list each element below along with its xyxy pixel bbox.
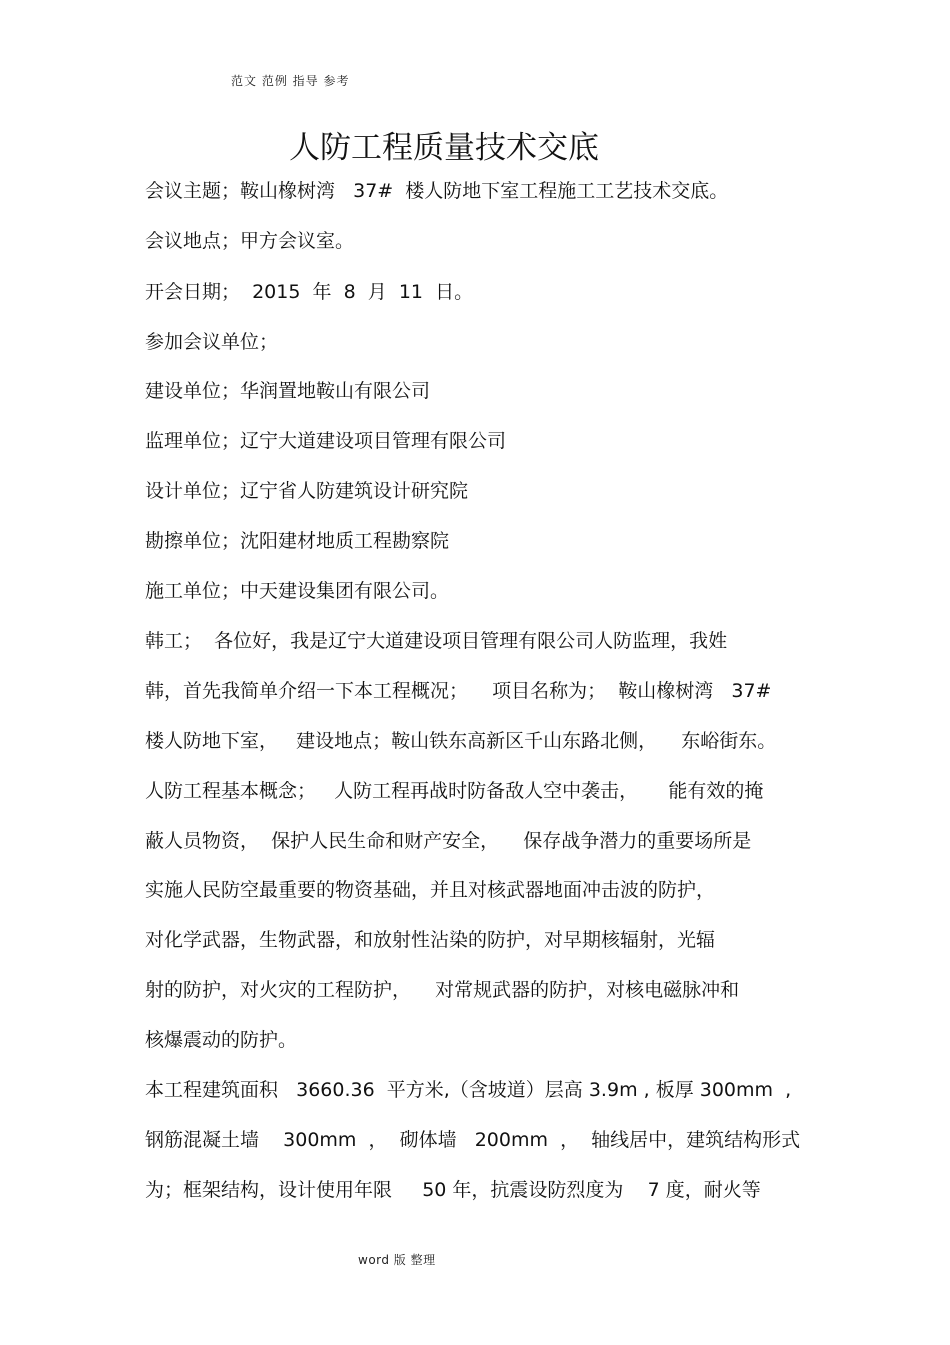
body-line: 人防工程基本概念； 人防工程再战时防备敌人空中袭击， 能有效的掩 [145, 780, 764, 802]
footer-note: word 版 整理 [358, 1253, 436, 1267]
body-line: 为；框架结构，设计使用年限 50 年，抗震设防烈度为 7 度，耐火等 [145, 1179, 761, 1201]
body-line: 施工单位；中天建设集团有限公司。 [145, 580, 450, 602]
body-line: 楼人防地下室， 建设地点；鞍山铁东高新区千山东路北侧， 东峪街东。 [145, 730, 777, 752]
body-line: 韩，首先我简单介绍一下本工程概况； 项目名称为； 鞍山橡树湾 37# [145, 680, 772, 702]
body-line: 韩工； 各位好，我是辽宁大道建设项目管理有限公司人防监理，我姓 [145, 630, 728, 652]
body-line: 核爆震动的防护。 [145, 1029, 298, 1051]
body-line: 射的防护，对火灾的工程防护， 对常规武器的防护，对核电磁脉冲和 [145, 979, 740, 1001]
body-line: 本工程建筑面积 3660.36 平方米,（含坡道）层高 3.9m , 板厚 300mm , [145, 1079, 792, 1101]
body-line: 勘擦单位；沈阳建材地质工程勘察院 [145, 530, 450, 552]
body-line: 开会日期； 2015 年 8 月 11 日。 [145, 281, 474, 303]
header-note: 范文 范例 指导 参考 [231, 74, 350, 88]
body-line: 监理单位；辽宁大道建设项目管理有限公司 [145, 430, 507, 452]
body-line: 会议地点；甲方会议室。 [145, 230, 355, 252]
body-line: 蔽人员物资， 保护人民生命和财产安全， 保存战争潜力的重要场所是 [145, 830, 752, 852]
body-line: 会议主题；鞍山橡树湾 37# 楼人防地下室工程施工工艺技术交底。 [145, 180, 729, 202]
body-line: 钢筋混凝土墙 300mm ， 砌体墙 200mm ， 轴线居中，建筑结构形式 [145, 1129, 801, 1151]
body-line: 实施人民防空最重要的物资基础，并且对核武器地面冲击波的防护， [145, 879, 716, 901]
body-line: 参加会议单位； [145, 331, 279, 353]
body-line: 建设单位；华润置地鞍山有限公司 [145, 380, 431, 402]
document-title: 人防工程质量技术交底 [289, 130, 599, 166]
body-line: 设计单位；辽宁省人防建筑设计研究院 [145, 480, 469, 502]
body-line: 对化学武器，生物武器，和放射性沾染的防护，对早期核辐射，光辐 [145, 929, 716, 951]
